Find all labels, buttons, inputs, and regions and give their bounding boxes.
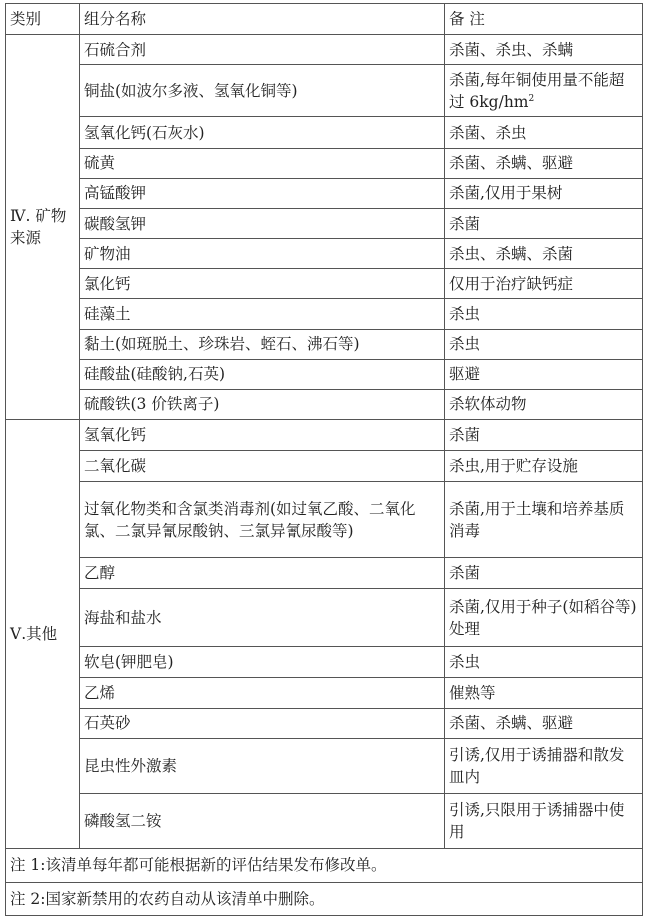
remark-cell: 杀菌、杀螨、驱避	[445, 708, 643, 738]
remark-cell: 杀菌,仅用于果树	[445, 178, 643, 208]
remark-cell: 催熟等	[445, 678, 643, 708]
component-cell: 黏土(如斑脱土、珍珠岩、蛭石、沸石等)	[80, 329, 445, 359]
table-row	[6, 148, 643, 178]
remark-cell: 杀菌	[445, 420, 643, 451]
component-cell: 石英砂	[80, 708, 445, 738]
table-row	[6, 65, 643, 117]
component-cell: 软皂(钾肥皂)	[80, 647, 445, 678]
component-cell: 硅酸盐(硅酸钠,石英)	[80, 359, 445, 389]
component-cell: 铜盐(如波尔多液、氢氧化铜等)	[80, 65, 445, 117]
category-mineral: Ⅳ. 矿物来源	[6, 35, 80, 420]
table-row	[6, 117, 643, 148]
component-cell: 乙醇	[80, 557, 445, 588]
note-2: 注 2:国家新禁用的农药自动从该清单中删除。	[6, 882, 643, 915]
header-row	[6, 4, 643, 35]
component-cell: 海盐和盐水	[80, 588, 445, 646]
component-cell: 硫黄	[80, 148, 445, 178]
table-row	[6, 451, 643, 482]
component-cell: 过氧化物类和含氯类消毒剂(如过氧乙酸、二氧化氯、二氯异氰尿酸钠、三氯异氰尿酸等)	[80, 482, 445, 557]
note-1: 注 1:该清单每年都可能根据新的评估结果发布修改单。	[6, 849, 643, 882]
table-row	[6, 647, 643, 678]
remark-superscript: 2	[528, 93, 535, 104]
component-cell: 硅藻土	[80, 299, 445, 329]
table-row	[6, 708, 643, 738]
table-row	[6, 794, 643, 849]
remark-cell: 杀虫,用于贮存设施	[445, 451, 643, 482]
remark-cell: 杀菌、杀虫	[445, 117, 643, 148]
remark-text: 杀菌,每年铜使用量不能超过 6kg/hm	[449, 70, 625, 111]
pesticide-table	[5, 3, 643, 916]
table-row	[6, 420, 643, 451]
table-row	[6, 557, 643, 588]
remark-cell: 引诱,仅用于诱捕器和散发皿内	[445, 738, 643, 793]
component-cell: 高锰酸钾	[80, 178, 445, 208]
remark-cell: 杀菌、杀虫、杀螨	[445, 35, 643, 65]
note-row	[6, 849, 643, 882]
remark-cell: 杀虫	[445, 299, 643, 329]
table-row	[6, 299, 643, 329]
header-component: 组分名称	[80, 4, 445, 35]
component-cell: 硫酸铁(3 价铁离子)	[80, 389, 445, 419]
remark-cell: 杀菌	[445, 208, 643, 238]
category-other: Ⅴ.其他	[6, 420, 80, 849]
component-cell: 磷酸氢二铵	[80, 794, 445, 849]
remark-cell: 杀菌、杀螨、驱避	[445, 148, 643, 178]
remark-cell	[445, 65, 643, 117]
table-row	[6, 588, 643, 646]
component-cell: 碳酸氢钾	[80, 208, 445, 238]
table-row	[6, 359, 643, 389]
remark-cell: 杀虫	[445, 329, 643, 359]
component-cell: 氢氧化钙(石灰水)	[80, 117, 445, 148]
component-cell: 氢氧化钙	[80, 420, 445, 451]
table-row	[6, 389, 643, 419]
table-row	[6, 35, 643, 65]
component-cell: 昆虫性外激素	[80, 738, 445, 793]
table-row	[6, 678, 643, 708]
header-remark: 备 注	[445, 4, 643, 35]
component-cell: 二氧化碳	[80, 451, 445, 482]
table-row	[6, 738, 643, 793]
table-row	[6, 208, 643, 238]
remark-cell: 杀菌,用于土壤和培养基质消毒	[445, 482, 643, 557]
table-row	[6, 178, 643, 208]
table-row	[6, 269, 643, 299]
component-cell: 矿物油	[80, 239, 445, 269]
remark-cell: 杀软体动物	[445, 389, 643, 419]
remark-cell: 驱避	[445, 359, 643, 389]
remark-cell: 杀虫、杀螨、杀菌	[445, 239, 643, 269]
remark-cell: 杀虫	[445, 647, 643, 678]
header-category: 类别	[6, 4, 80, 35]
table-row	[6, 482, 643, 557]
remark-cell: 杀菌,仅用于种子(如稻谷等)处理	[445, 588, 643, 646]
component-cell: 乙烯	[80, 678, 445, 708]
component-cell: 石硫合剂	[80, 35, 445, 65]
table-row	[6, 239, 643, 269]
table-row	[6, 329, 643, 359]
component-cell: 氯化钙	[80, 269, 445, 299]
remark-cell: 杀菌	[445, 557, 643, 588]
note-row	[6, 882, 643, 915]
remark-cell: 仅用于治疗缺钙症	[445, 269, 643, 299]
remark-cell: 引诱,只限用于诱捕器中使用	[445, 794, 643, 849]
